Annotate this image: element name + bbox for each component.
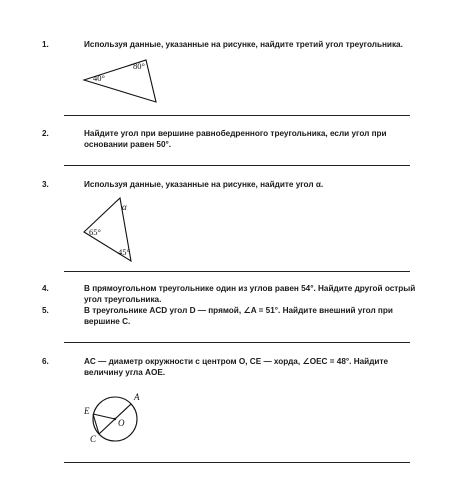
answer-line-2[interactable] xyxy=(64,165,410,166)
angle-label-alpha: α xyxy=(122,202,127,212)
task-text: Используя данные, указанные на рисунке, найдите третий угол треугольника. xyxy=(84,40,403,49)
task-text: В прямоугольном треугольнике один из углов равен 54°. Найдите другой острый угол треугольника. xyxy=(84,284,416,304)
triangle-figure-3 xyxy=(80,192,150,266)
task-number: 6. xyxy=(42,357,49,366)
task-5 xyxy=(42,306,422,327)
angle-label-45: 45° xyxy=(118,247,130,257)
answer-line-1[interactable] xyxy=(64,115,410,116)
task-number: 3. xyxy=(42,180,49,189)
task-text: AC — диаметр окружности с центром O, CE — хорда, ∠OEC = 48°. Найдите величину угла AOE. xyxy=(84,357,389,377)
point-label-e: E xyxy=(84,406,90,416)
angle-label-65: 65° xyxy=(89,227,101,237)
answer-line-3[interactable] xyxy=(64,271,410,272)
point-label-o: O xyxy=(118,418,125,428)
task-number: 4. xyxy=(42,284,49,293)
task-6 xyxy=(42,357,422,378)
answer-line-6[interactable] xyxy=(64,462,410,463)
task-text: Используя данные, указанные на рисунке, найдите угол α. xyxy=(84,180,324,189)
circle-figure-6 xyxy=(82,386,152,448)
task-number: 1. xyxy=(42,40,49,49)
task-1 xyxy=(42,40,422,51)
point-label-c: C xyxy=(90,434,97,444)
point-label-a: A xyxy=(134,392,140,402)
task-number: 2. xyxy=(42,129,49,138)
center-point xyxy=(114,418,116,420)
answer-line-5[interactable] xyxy=(64,342,410,343)
angle-label-80: 80° xyxy=(133,61,145,71)
angle-label-40: 40° xyxy=(93,73,105,83)
triangle-figure-1 xyxy=(80,55,170,107)
radius-oe xyxy=(93,414,115,419)
task-2 xyxy=(42,129,422,150)
task-3 xyxy=(42,180,422,191)
task-number: 5. xyxy=(42,306,49,315)
task-text: Найдите угол при вершине равнобедренного треугольника, если угол при основании равен 50°. xyxy=(84,129,387,149)
task-text: В треугольнике ACD угол D — прямой, ∠A = 51°. Найдите внешний угол при вершине C. xyxy=(84,306,393,326)
task-4 xyxy=(42,284,422,305)
